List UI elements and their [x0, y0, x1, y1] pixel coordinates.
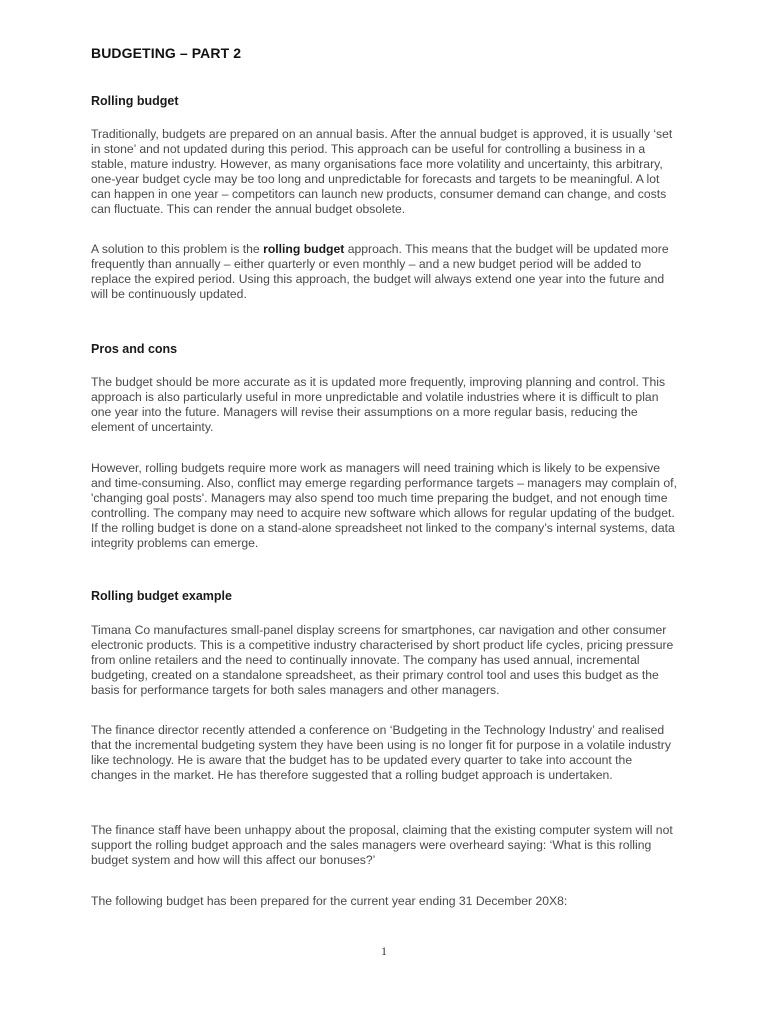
paragraph: The budget should be more accurate as it is updated more frequently, improving planning and control. This approach is also particularly useful in more unpredictable and volatile industries where it is difficult to plan one year into the future. Managers will revise their assumptions on a more regular basis, reducing the element of uncertainty.: [91, 375, 666, 434]
paragraph-text: approach. This means that the budget will be updated more frequently than annually – either quarterly or even monthly – and a new budget period will be added to replace the expired period. Using this approach, the budget will always extend one year into the future and will be continuously updated.: [91, 242, 669, 301]
paragraph: The finance staff have been unhappy about the proposal, claiming that the existing computer system will not support the rolling budget approach and the sales managers were overheard saying: ‘What is this rolling budget system and how will this affect our bonuses?’: [91, 823, 673, 867]
paragraph: Timana Co manufactures small-panel display screens for smartphones, car navigation and other consumer electronic products. This is a competitive industry characterised by short product life cycles, pricing pressure from online retailers and the need to continually innovate. The company has used annual, incremental budgeting, created on a standalone spreadsheet, as their primary control tool and uses this budget as the basis for performance targets for both sales managers and other managers.: [91, 623, 674, 697]
paragraph-text: A solution to this problem is the: [91, 242, 264, 256]
section-heading-pros-and-cons: Pros and cons: [91, 342, 178, 356]
section-heading-rolling-budget-example: Rolling budget example: [91, 589, 232, 603]
paragraph: The finance director recently attended a conference on ‘Budgeting in the Technology Industry’ and realised that the incremental budgeting system they have been using is no longer fit for purpose in a volatile industry like technology. He is aware that the budget has to be updated every quarter to take into account the changes in the market. He has therefore suggested that a rolling budget approach is undertaken.: [91, 723, 671, 782]
paragraph: [91, 242, 681, 302]
paragraph: The following budget has been prepared for the current year ending 31 December 20X8:: [91, 894, 568, 908]
paragraph: However, rolling budgets require more work as managers will need training which is likely to be expensive and time-consuming. Also, conflict may emerge regarding performance targets – managers may complain of, 'changing goal posts'. Managers may also spend too much time preparing the budget, and not enough time controlling. The company may need to acquire new software which allows for regular updating of the budget. If the rolling budget is done on a stand-alone spreadsheet not linked to the company’s internal systems, data integrity problems can emerge.: [91, 461, 677, 550]
paragraph: Traditionally, budgets are prepared on an annual basis. After the annual budget is approved, it is usually ‘set in stone’ and not updated during this period. This approach can be useful for controlling a business in a stable, mature industry. However, as many organisations face more volatility and uncertainty, this arbitrary, one-year budget cycle may be too long and unpredictable for forecasts and targets to be meaningful. A lot can happen in one year – competitors can launch new products, consumer demand can change, and costs can fluctuate. This can render the annual budget obsolete.: [91, 127, 673, 216]
term-rolling-budget: rolling budget: [263, 242, 345, 256]
section-heading-rolling-budget: Rolling budget: [91, 94, 179, 108]
document-title: BUDGETING – PART 2: [91, 45, 242, 61]
page-number: 1: [381, 944, 387, 958]
